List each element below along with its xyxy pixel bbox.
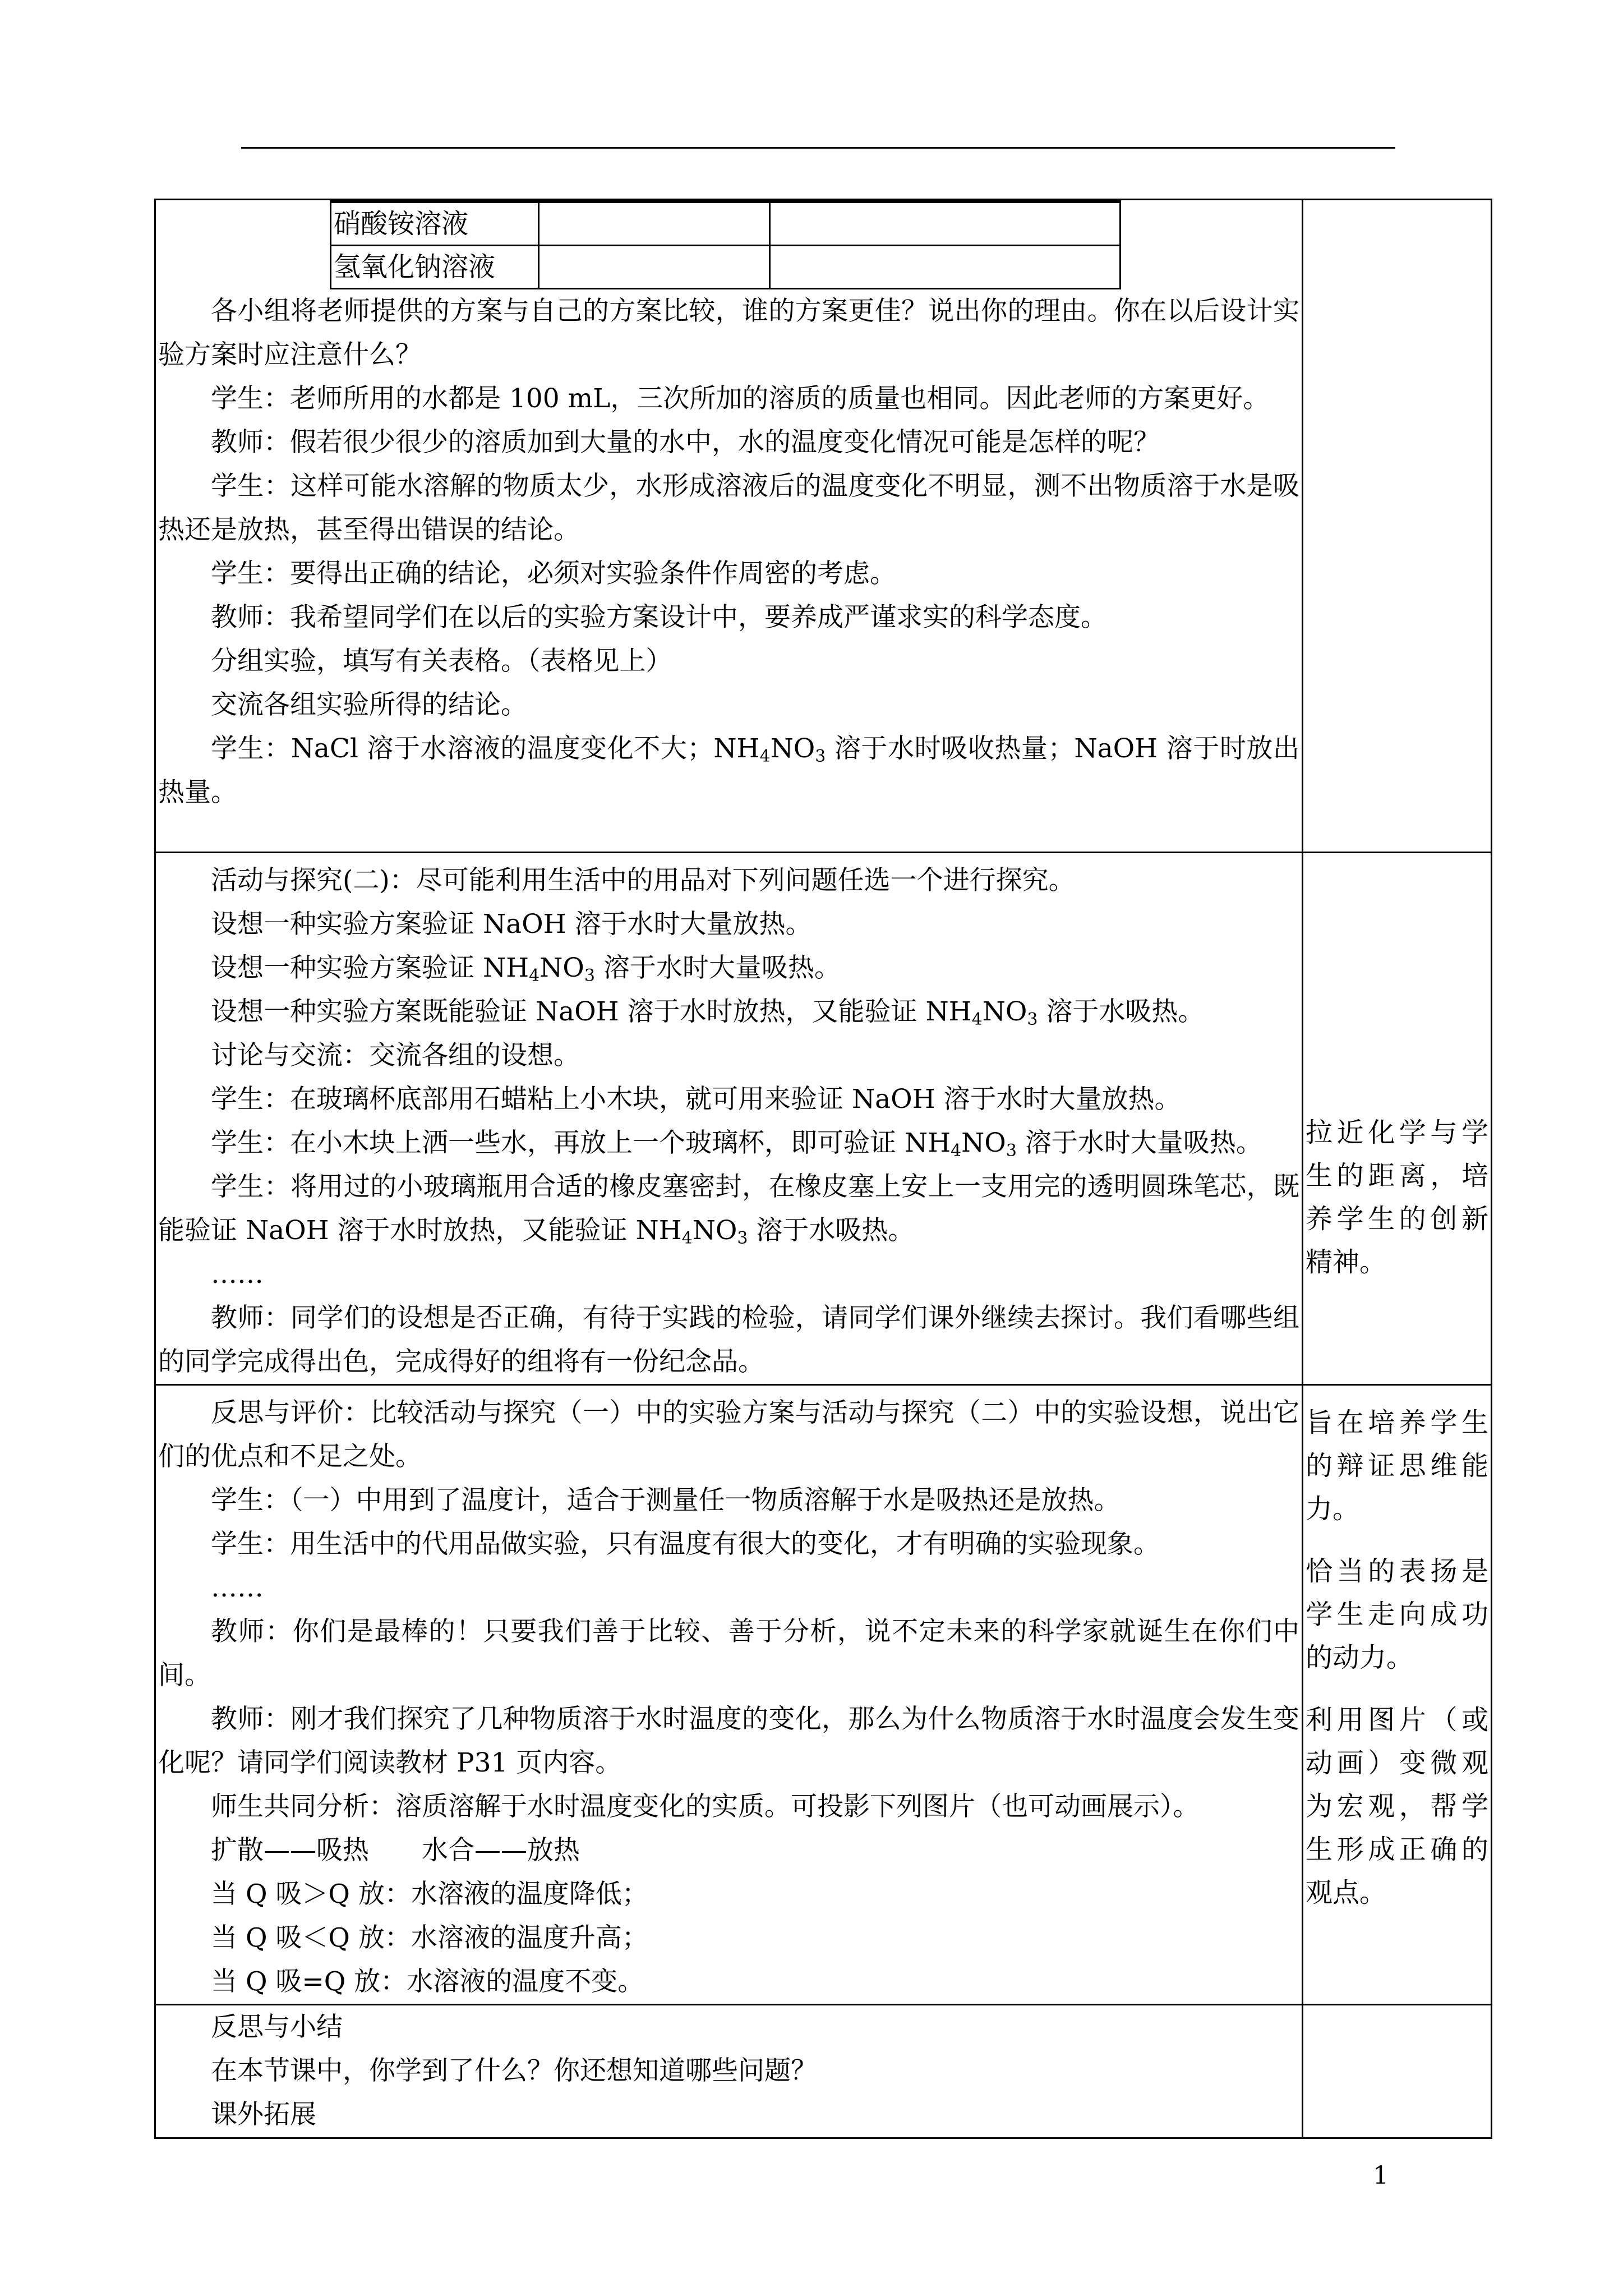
paragraph: 交流各组实验所得的结论。 (211, 689, 527, 720)
note-cell-2 (1303, 853, 1492, 1385)
paragraph: 分组实验，填写有关表格。（表格见上） (211, 646, 672, 677)
paragraph: 当 Q 吸＜Q 放：水溶液的温度升高； (211, 1922, 648, 1953)
paragraph: 讨论与交流：交流各组的设想。 (211, 1040, 580, 1071)
text-run: 学生：在小木块上洒一些水，再放上一个玻璃杯，即可验证 NH (211, 1128, 951, 1158)
section-1-text (156, 289, 1302, 815)
note: 拉近化学与学生的距离，培养学生的创新精神。 (1306, 1117, 1488, 1278)
text-run: NO (692, 1215, 737, 1246)
paragraph: 课外拓展 (211, 2099, 316, 2130)
subscript: 3 (1006, 1141, 1017, 1161)
lesson-plan-table (154, 199, 1492, 2139)
note: 利用图片（或动画）变微观为宏观，帮学生形成正确的观点。 (1306, 1704, 1488, 1908)
paragraph: 教师：我希望同学们在以后的实验方案设计中，要养成严谨求实的科学态度。 (211, 602, 1107, 633)
content-cell-3 (155, 1385, 1303, 2005)
text-run: 溶于水吸热。 (1038, 996, 1205, 1027)
paragraph: 学生：老师所用的水都是 100 mL，三次所加的溶质的质量也相同。因此老师的方案更好。 (211, 383, 1270, 414)
note-cell-1 (1303, 200, 1492, 853)
paragraph (158, 727, 1299, 815)
text-run: 学生：NaCl 溶于水溶液的温度变化不大；NH (211, 733, 760, 764)
subscript: 3 (815, 747, 826, 766)
results-cell (770, 246, 1121, 289)
paragraph: 学生：在玻璃杯底部用石蜡粘上小木块，就可用来验证 NaOH 溶于水时大量放热。 (211, 1084, 1181, 1115)
header-rule (241, 147, 1395, 149)
row-section-3 (155, 1385, 1492, 2005)
results-cell (539, 202, 770, 246)
paragraph (158, 1165, 1299, 1253)
note: 旨在培养学生的辩证思维能力。 (1306, 1407, 1488, 1525)
results-row (331, 202, 1121, 246)
note-text (1303, 853, 1491, 1284)
paragraph: 学生：要得出正确的结论，必须对实验条件作周密的考虑。 (211, 558, 896, 589)
text-run: 设想一种实验方案既能验证 NaOH 溶于水时放热，又能验证 NH (211, 996, 972, 1027)
subscript: 4 (681, 1228, 693, 1248)
text-run: 溶于水时大量吸热。 (1016, 1128, 1262, 1158)
paragraph (158, 946, 1299, 990)
paragraph: 学生：（一）中用到了温度计，适合于测量任一物质溶解于水是吸热还是放热。 (211, 1485, 1121, 1516)
content-cell-1 (155, 200, 1303, 853)
subscript: 4 (759, 747, 771, 766)
paragraph: 活动与探究(二)：尽可能利用生活中的用品对下列问题任选一个进行探究。 (211, 865, 1075, 896)
paragraph: 学生：这样可能水溶解的物质太少，水形成溶液后的温度变化不明显，测不出物质溶于水是吸热还是放热，甚至得出错误的结论。 (158, 471, 1299, 545)
subscript: 4 (529, 966, 540, 986)
paragraph: 反思与小结 (211, 2012, 343, 2042)
paragraph: 教师：你们是最棒的！只要我们善于比较、善于分析，说不定未来的科学家就诞生在你们中间。 (158, 1616, 1299, 1691)
paragraph (158, 990, 1299, 1034)
text-run: 溶于水时大量吸热。 (594, 953, 841, 983)
paragraph: 教师：刚才我们探究了几种物质溶于水时温度的变化，那么为什么物质溶于水时温度会发生变化呢？请同学们阅读教材 P31 页内容。 (158, 1704, 1299, 1778)
subscript: 3 (737, 1228, 748, 1248)
text-run: NO (961, 1128, 1006, 1158)
text-run: NO (540, 953, 584, 983)
paragraph (158, 1121, 1299, 1165)
note-gap (1306, 1680, 1488, 1699)
section-2-text (156, 853, 1302, 1384)
paragraph: 扩散——吸热 水合——放热 (211, 1835, 580, 1866)
text-run: NO (770, 733, 815, 764)
results-table (330, 200, 1121, 289)
note-gap (1306, 1531, 1488, 1550)
results-cell-label: 硝酸铵溶液 (331, 202, 539, 246)
paragraph: 在本节课中，你学到了什么？你还想知道哪些问题？ (211, 2055, 817, 2086)
results-cell (770, 202, 1121, 246)
note-text (1303, 1386, 1491, 1915)
paragraph: 各小组将老师提供的方案与自己的方案比较，谁的方案更佳？说出你的理由。你在以后设计实验方案时应注意什么？ (158, 296, 1299, 370)
text-run: 溶于水时吸收热量；NaOH 溶于时放出热量。 (158, 733, 1299, 808)
paragraph: 师生共同分析：溶质溶解于水时温度变化的实质。可投影下列图片（也可动画展示）。 (211, 1791, 1200, 1822)
section-3-text (156, 1386, 1302, 2004)
subscript: 3 (1027, 1010, 1038, 1029)
text-run: 溶于水吸热。 (748, 1215, 915, 1246)
paragraph: 当 Q 吸=Q 放：水溶液的温度不变。 (211, 1966, 644, 1997)
subscript: 4 (951, 1141, 962, 1161)
text-run: NO (982, 996, 1027, 1027)
paragraph: 设想一种实验方案验证 NaOH 溶于水时大量放热。 (211, 909, 812, 940)
paragraph: 当 Q 吸＞Q 放：水溶液的温度降低； (211, 1879, 648, 1910)
results-row (331, 246, 1121, 289)
row-section-2 (155, 853, 1492, 1385)
note-cell-3 (1303, 1385, 1492, 2005)
paragraph: 教师：假若很少很少的溶质加到大量的水中，水的温度变化情况可能是怎样的呢？ (211, 427, 1160, 458)
results-cell (539, 246, 770, 289)
content-cell-4 (155, 2005, 1303, 2138)
results-cell-label: 氢氧化钠溶液 (331, 246, 539, 289)
text-run: 学生：将用过的小玻璃瓶用合适的橡皮塞密封，在橡皮塞上安上一支用完的透明圆珠笔芯，既能验证 NaOH 溶于水时放热，又能验证 NH (158, 1171, 1299, 1246)
subscript: 3 (584, 966, 595, 986)
row-section-4 (155, 2005, 1492, 2138)
paragraph: …… (211, 1259, 264, 1290)
content-cell-2 (155, 853, 1303, 1385)
page-number: 1 (1373, 2161, 1389, 2190)
text-run: 设想一种实验方案验证 NH (211, 953, 529, 983)
row-section-1 (155, 200, 1492, 853)
subscript: 4 (971, 1010, 983, 1029)
section-4-text (156, 2005, 1302, 2137)
note: 恰当的表扬是学生走向成功的动力。 (1306, 1556, 1488, 1673)
paragraph: 反思与评价：比较活动与探究（一）中的实验方案与活动与探究（二）中的实验设想，说出它们的优点和不足之处。 (158, 1397, 1299, 1472)
paragraph: 学生：用生活中的代用品做实验，只有温度有很大的变化，才有明确的实验现象。 (211, 1529, 1160, 1559)
paragraph: 教师：同学们的设想是否正确，有待于实践的检验，请同学们课外继续去探讨。我们看哪些组的同学完成得出色，完成得好的组将有一份纪念品。 (158, 1303, 1299, 1377)
note-cell-4 (1303, 2005, 1492, 2138)
paragraph: …… (211, 1572, 264, 1603)
